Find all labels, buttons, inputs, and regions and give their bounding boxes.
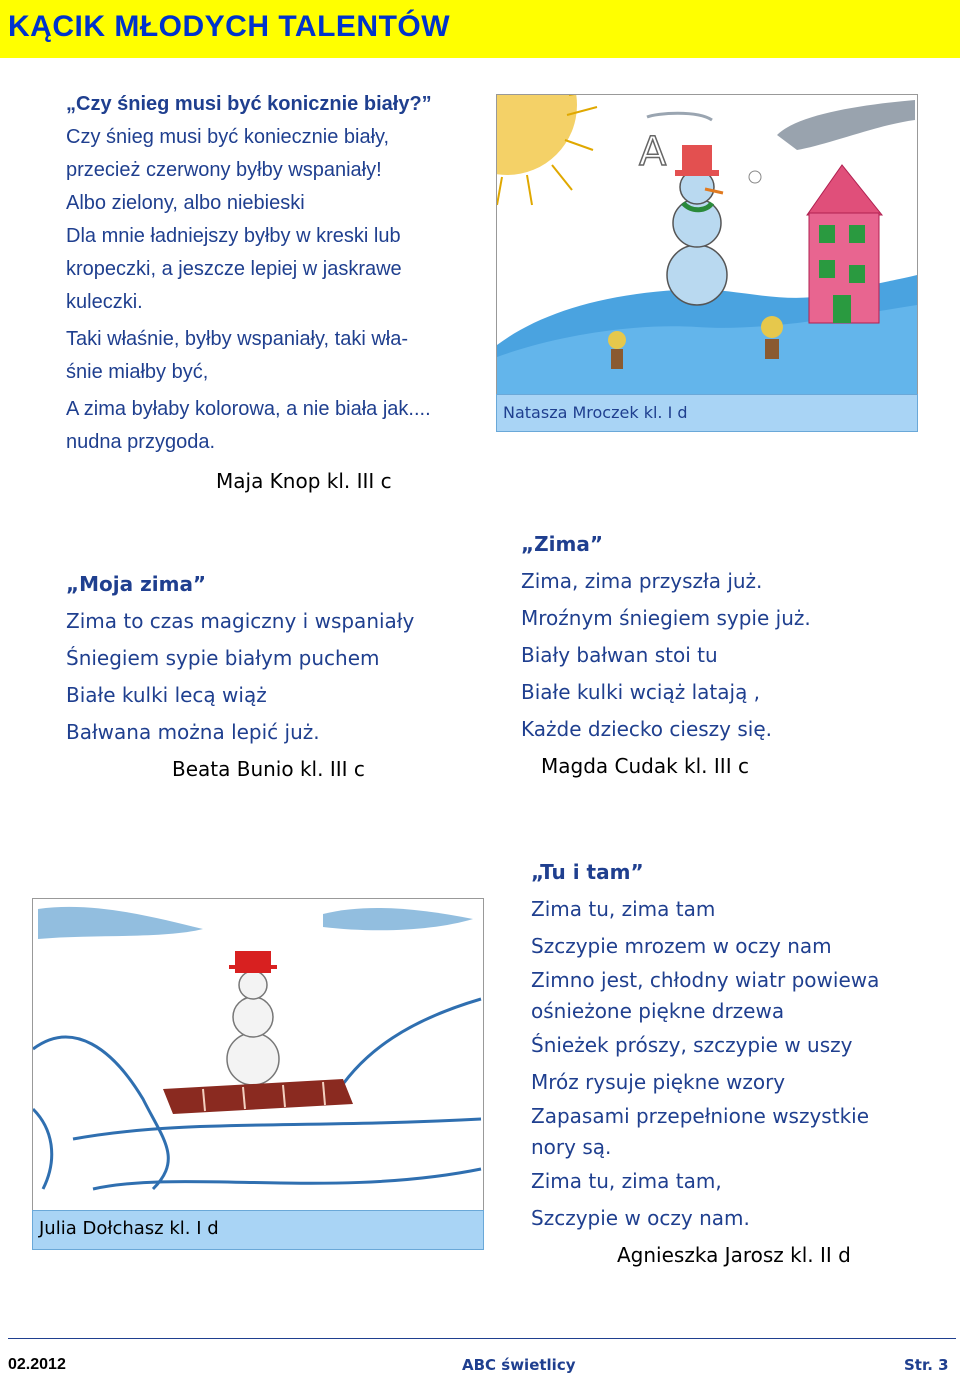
poem-line: Zima tu, zima tam <box>531 897 716 921</box>
poem-line: Mroźnym śniegiem sypie już. <box>521 606 811 630</box>
poem-author: Beata Bunio kl. III c <box>172 757 365 781</box>
poem-line: nudna przygoda. <box>66 431 216 453</box>
poem-line: Każde dziecko cieszy się. <box>521 717 772 741</box>
poem-line: Śnieżek prószy, szczypie w uszy <box>531 1033 853 1057</box>
poem-line: Szczypie mrozem w oczy nam <box>531 934 832 958</box>
poem-title: „Czy śnieg musi być konicznie biały?” <box>66 93 432 115</box>
poem-line: Szczypie w oczy nam. <box>531 1206 750 1230</box>
footer-divider <box>8 1338 956 1339</box>
poem-line: kropeczki, a jeszcze lepiej w jaskrawe <box>66 258 402 280</box>
poem-author: Magda Cudak kl. III c <box>541 754 749 778</box>
poem-tu-i-tam <box>531 854 931 1274</box>
drawing-caption: Natasza Mroczek kl. I d <box>496 394 918 432</box>
poem-author: Maja Knop kl. III c <box>216 469 392 493</box>
drawing-snowman-house <box>496 94 918 396</box>
poem-line: Śniegiem sypie białym puchem <box>66 646 380 670</box>
poem-line: śnie miałby być, <box>66 361 209 383</box>
poem-line: Albo zielony, albo niebieski <box>66 192 305 214</box>
footer-publication-title: ABC świetlicy <box>462 1356 576 1374</box>
poem-author: Agnieszka Jarosz kl. II d <box>617 1243 851 1267</box>
poem-zima <box>521 526 921 785</box>
footer-date: 02.2012 <box>8 1356 66 1373</box>
poem-line: Taki właśnie, byłby wspaniały, taki wła- <box>66 328 408 350</box>
poem-line: Biały bałwan stoi tu <box>521 643 718 667</box>
poem-line: przecież czerwony byłby wspaniały! <box>66 159 382 181</box>
poem-line: A zima byłaby kolorowa, a nie biała jak.... <box>66 398 431 420</box>
poem-line: Białe kulki lecą wiąż <box>66 683 267 707</box>
poem-line: Zima tu, zima tam, <box>531 1169 722 1193</box>
poem-line: Białe kulki wciąż latają , <box>521 680 761 704</box>
drawing-snowman-sled <box>32 898 484 1212</box>
poem-moja-zima <box>66 566 466 788</box>
poem-line: Zapasami przepełnione wszystkie <box>531 1104 870 1128</box>
snowman-sled-illustration <box>33 899 483 1211</box>
poem-line: Zimno jest, chłodny wiatr powiewa <box>531 968 880 992</box>
poem-title: „Zima” <box>521 532 603 556</box>
poem-line: Zima, zima przyszła już. <box>521 569 763 593</box>
poem-line: Dla mnie ładniejszy byłby w kreski lub <box>66 225 401 247</box>
poem-line: Czy śnieg musi być koniecznie biały, <box>66 126 390 148</box>
snowman-house-illustration <box>497 95 917 395</box>
drawing-caption: Julia Dołchasz kl. I d <box>32 1210 484 1250</box>
page-header <box>0 0 960 58</box>
page-title: KĄCIK MŁODYCH TALENTÓW <box>8 10 451 43</box>
poem-title: „Tu i tam” <box>531 860 644 884</box>
poem-line: nory są. <box>531 1135 612 1159</box>
poem-line: Bałwana można lepić już. <box>66 720 320 744</box>
poem-line: Mróz rysuje piękne wzory <box>531 1070 786 1094</box>
drawn-letter: A <box>639 129 667 175</box>
poem-line: Zima to czas magiczny i wspaniały <box>66 609 415 633</box>
poem-title: „Moja zima” <box>66 572 207 596</box>
poem-line: ośnieżone piękne drzewa <box>531 999 785 1023</box>
footer-page-number: Str. 3 <box>904 1356 949 1374</box>
poem-czy-snieg <box>66 88 486 498</box>
poem-line: kuleczki. <box>66 291 143 313</box>
